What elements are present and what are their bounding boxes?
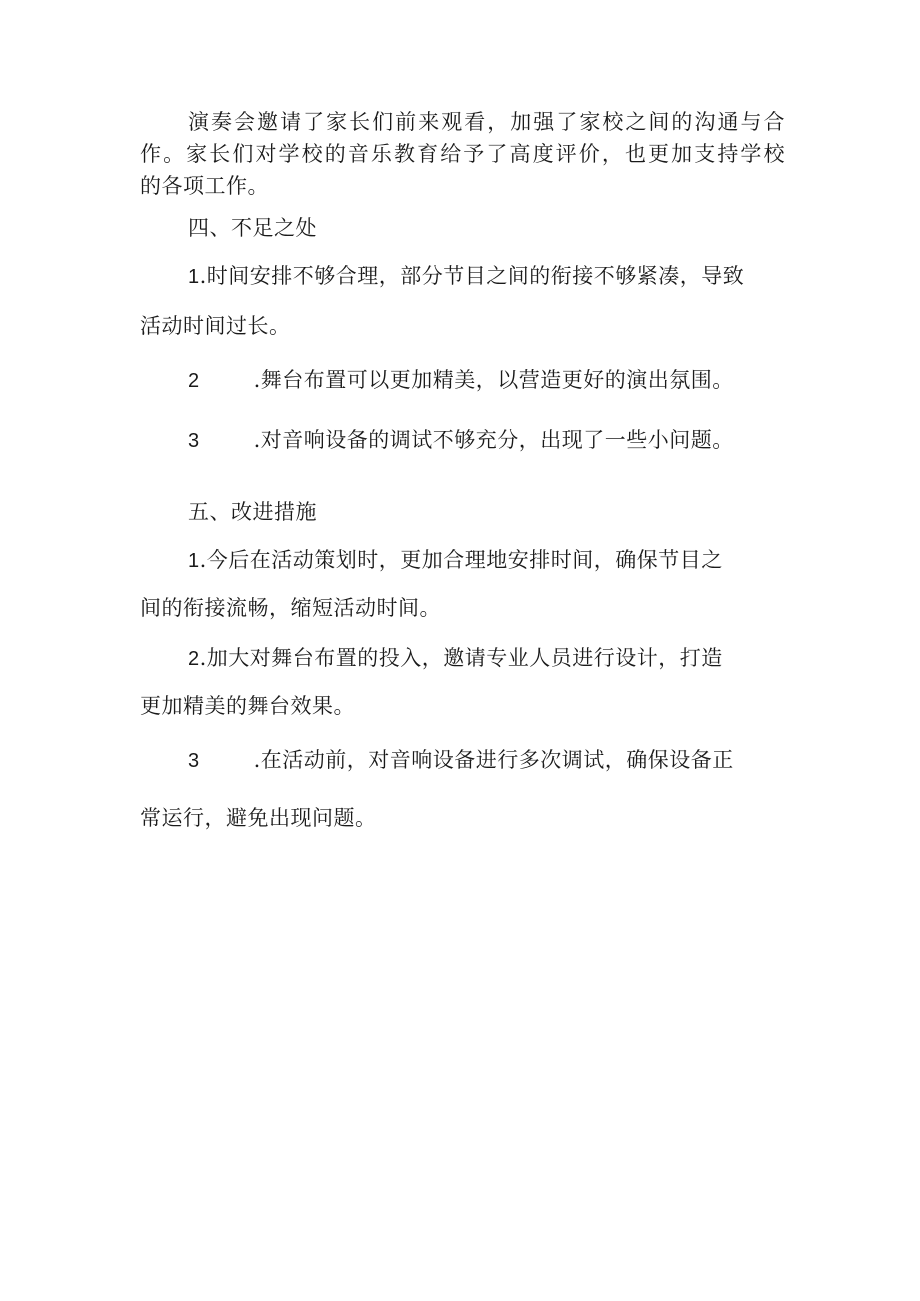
list-item-number: 1 — [188, 266, 200, 288]
paragraph-line: 作。家长们对学校的音乐教育给予了高度评价，也更加支持学校 — [140, 142, 785, 166]
list-item-number: 2 — [188, 648, 200, 670]
list-item-text: .时间安排不够合理，部分节目之间的衔接不够紧凑，导致 — [199, 264, 745, 288]
list-item-text: .在活动前，对音响设备进行多次调试，确保设备正 — [253, 748, 734, 772]
list-item — [188, 260, 785, 293]
list-item — [188, 424, 785, 457]
list-item-number: 2 — [188, 370, 200, 392]
list-item-text: .舞台布置可以更加精美，以营造更好的演出氛围。 — [253, 368, 734, 392]
list-item-text: .加大对舞台布置的投入，邀请专业人员进行设计，打造 — [199, 646, 723, 670]
list-item-text: .对音响设备的调试不够充分，出现了一些小问题。 — [253, 428, 734, 452]
list-item-text: .今后在活动策划时，更加合理地安排时间，确保节目之 — [199, 548, 723, 572]
list-item-number: 3 — [188, 430, 200, 452]
section-heading-deficiencies: 四、不足之处 — [188, 216, 317, 240]
list-item — [188, 364, 785, 397]
section-heading-improvements: 五、改进措施 — [188, 500, 317, 524]
paragraph-line: 演奏会邀请了家长们前来观看，加强了家校之间的沟通与合 — [188, 110, 785, 134]
paragraph-line: 常运行，避免出现问题。 — [140, 806, 377, 830]
paragraph-line: 间的衔接流畅，缩短活动时间。 — [140, 596, 441, 620]
list-item — [188, 544, 785, 577]
paragraph-line: 的各项工作。 — [140, 174, 269, 198]
list-item-number: 1 — [188, 550, 200, 572]
list-item — [188, 642, 785, 675]
paragraph-line: 活动时间过长。 — [140, 314, 291, 338]
paragraph-line: 更加精美的舞台效果。 — [140, 694, 355, 718]
list-item-number: 3 — [188, 750, 200, 772]
list-item — [188, 744, 785, 777]
